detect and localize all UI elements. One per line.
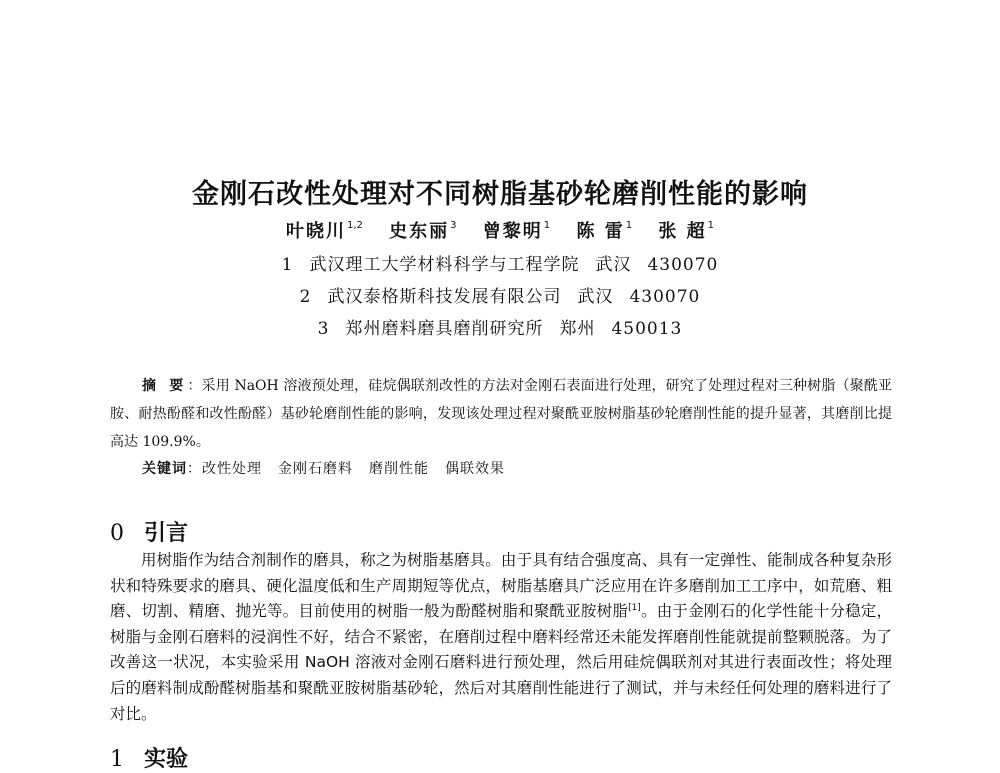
section-number: 1 xyxy=(110,747,124,772)
author-name: 史东丽 xyxy=(389,221,450,242)
keyword: 金刚石磨料 xyxy=(278,461,353,477)
keyword: 偶联效果 xyxy=(445,461,505,477)
abstract-text: 采用 NaOH 溶液预处理，硅烷偶联剂改性的方法对金刚石表面进行处理，研究了处理过程对三种树脂（聚酰亚胺、耐热酚醛和改性酚醛）基砂轮磨削性能的影响，发现该处理过程对聚酰亚胺树脂基砂轮磨削性能的提升显著，其磨削比提高达 109.9%。 xyxy=(110,378,893,450)
author-affiliation-mark: 3 xyxy=(450,220,457,231)
affiliation-number: 3 xyxy=(317,319,330,339)
keyword: 磨削性能 xyxy=(369,461,429,477)
author-name: 陈 雷 xyxy=(576,221,625,242)
author xyxy=(389,217,456,243)
affiliation-city: 武汉 xyxy=(577,287,614,307)
author xyxy=(658,217,714,243)
affiliation-city: 郑州 xyxy=(559,319,596,339)
author-affiliation-mark: 1 xyxy=(625,220,633,231)
affiliation-zip: 450013 xyxy=(611,319,683,339)
affiliation-number: 2 xyxy=(299,287,312,307)
author xyxy=(286,217,363,243)
author-name: 曾黎明 xyxy=(482,221,543,242)
section-heading-experiment xyxy=(110,742,188,773)
author-affiliation-mark: 1,2 xyxy=(346,220,363,231)
affiliation-zip: 430070 xyxy=(629,287,701,307)
keywords-label: 关键词 xyxy=(142,461,187,477)
affiliation-org: 武汉理工大学材料科学与工程学院 xyxy=(309,255,580,275)
intro-paragraph xyxy=(110,548,892,727)
affiliation xyxy=(0,314,1000,339)
author-name: 张 超 xyxy=(658,221,707,242)
affiliation-number: 1 xyxy=(281,255,294,275)
section-title: 实验 xyxy=(144,747,189,772)
section-heading-intro xyxy=(110,516,188,547)
abstract-label: 摘 要 xyxy=(142,378,188,394)
author-affiliation-mark: 1 xyxy=(707,220,715,231)
section-title: 引言 xyxy=(144,521,189,546)
abstract: 摘 要：采用 NaOH 溶液预处理，硅烷偶联剂改性的方法对金刚石表面进行处理，研究了处理过程对三种树脂（聚酰亚胺、耐热酚醛和改性酚醛）基砂轮磨削性能的影响，发现该处理过程对聚酰亚胺树脂基砂轮磨削性能的提升显著，其磨削比提高达 109.9%。 xyxy=(110,378,893,450)
keyword: 改性处理 xyxy=(202,461,262,477)
affiliation-zip: 430070 xyxy=(647,255,719,275)
author-list xyxy=(0,217,1000,243)
affiliation-org: 武汉泰格斯科技发展有限公司 xyxy=(327,287,562,307)
paper-title: 金刚石改性处理对不同树脂基砂轮磨削性能的影响 xyxy=(192,179,808,210)
author xyxy=(576,217,632,243)
citation-ref: [1] xyxy=(628,603,641,614)
intro-text-part2: 。由于金刚石的化学性能十分稳定，树脂与金刚石磨料的浸润性不好，结合不紧密，在磨削过程中磨料经常还未能发挥磨削性能就提前整颗脱落。为了改善这一状况，本实验采用 NaOH 溶液对金刚石磨料进行预处理，然后用硅烷偶联剂对其进行表面改性；将处理后的磨料制成酚醛树脂基和聚酰亚胺树脂基砂轮，然后对其磨削性能进行了测试，并与未经任何处理的磨料进行了对比。 xyxy=(110,602,892,723)
affiliation-org: 郑州磨料磨具磨削研究所 xyxy=(345,319,544,339)
affiliation xyxy=(0,282,1000,307)
affiliation xyxy=(0,250,1000,275)
affiliation-city: 武汉 xyxy=(595,255,632,275)
author xyxy=(483,217,550,243)
intro-text-part1: 用树脂作为结合剂制作的磨具，称之为树脂基磨具。由于具有结合强度高、具有一定弹性、能制成各种复杂形状和特殊要求的磨具、硬化温度低和生产周期短等优点，树脂基磨具广泛应用在许多磨削加工工序中，如荒磨、粗磨、切割、精磨、抛光等。目前使用的树脂一般为酚醛树脂和聚酰亚胺树脂 xyxy=(110,551,892,621)
author-name: 叶晓川 xyxy=(285,221,346,242)
author-affiliation-mark: 1 xyxy=(543,220,551,231)
section-number: 0 xyxy=(110,521,124,546)
keywords: 关键词：改性处理 金刚石磨料 磨削性能 偶联效果 xyxy=(142,461,505,477)
